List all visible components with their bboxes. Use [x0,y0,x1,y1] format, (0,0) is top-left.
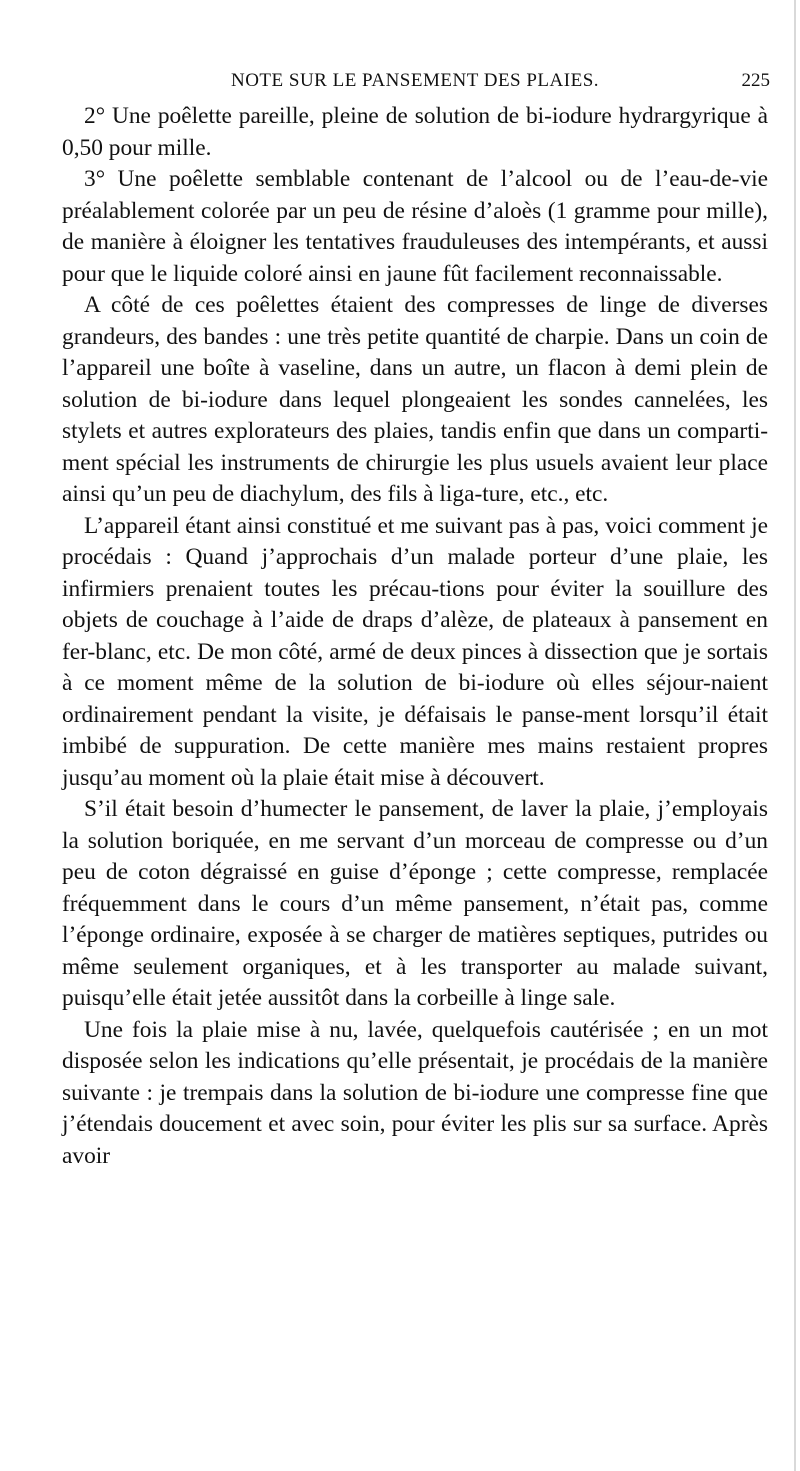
paragraph-dressing: Une fois la plaie mise à nu, lavée, quelquefois cautérisée ; en un mot disposée selon les indications qu’elle présentait, je procédais de la manière suivante : je trempais dans la solution de bi-iodure une compresse fine que j’étendais doucement et avec soin, pour éviter les plis sur sa surface. Après avoir [62,1016,768,1169]
paragraph-item-3: 3° Une poêlette semblable contenant de l’alcool ou de l’eau-de-vie préalablement colorée par un peu de résine d’aloès (1 gramme pour mille), de manière à éloigner les tentatives frauduleuses des intempérants, et aussi pour que le liquide coloré ainsi en jaune fût facilement reconnaissable. [62,166,768,287]
page-number: 225 [741,70,770,91]
running-header [60,66,770,96]
body-text [62,101,768,1172]
page-edge-divider [794,0,796,1471]
paragraph-compresses: A côté de ces poêlettes étaient des compresses de linge de diverses grandeurs, des bandes : une très petite quantité de charpie. Dans un coin de l’appareil une boîte à vaseline, dans un autre, un flacon à demi plein de solution de bi-iodure dans lequel plongeaient les sondes cannelées, les stylets et autres explorateurs des plaies, tandis enfin que dans un comparti-ment spécial les instruments de chirurgie les plus usuels avaient leur place ainsi qu’un peu de diachylum, des fils à liga-ture, etc., etc. [62,292,768,507]
paragraph-item-2: 2° Une poêlette pareille, pleine de solution de bi-iodure hydrargyrique à 0,50 pour mille. [62,103,768,161]
paragraph-washing: S’il était besoin d’humecter le pansement, de laver la plaie, j’employais la solution boriquée, en me servant d’un morceau de compresse ou d’un peu de coton dégraissé en guise d’éponge ; cette compresse, remplacée fréquemment dans le cours d’un même pansement, n’était pas, comme l’éponge ordinaire, exposée à se charger de matières septiques, putrides ou même seulement organiques, et à les transporter au malade suivant, puisqu’elle était jetée aussitôt dans la corbeille à linge sale. [62,796,768,1011]
paragraph-procedure: L’appareil étant ainsi constitué et me suivant pas à pas, voici comment je procédais : Quand j’approchais d’un malade porteur d’une plaie, les infirmiers prenaient toutes les précau-tions pour éviter la souillure des objets de couchage à l’aide de draps d’alèze, de plateaux à pansement en fer-blanc, etc. De mon côté, armé de deux pinces à dissection que je sortais à ce moment même de la solution de bi-iodure où elles séjour-naient ordinairement pendant la visite, je défaisais le panse-ment lorsqu’il était imbibé de suppuration. De cette manière mes mains restaient propres jusqu’au moment où la plaie était mise à découvert. [62,512,768,791]
running-title: NOTE SUR LE PANSEMENT DES PLAIES. [230,70,600,91]
